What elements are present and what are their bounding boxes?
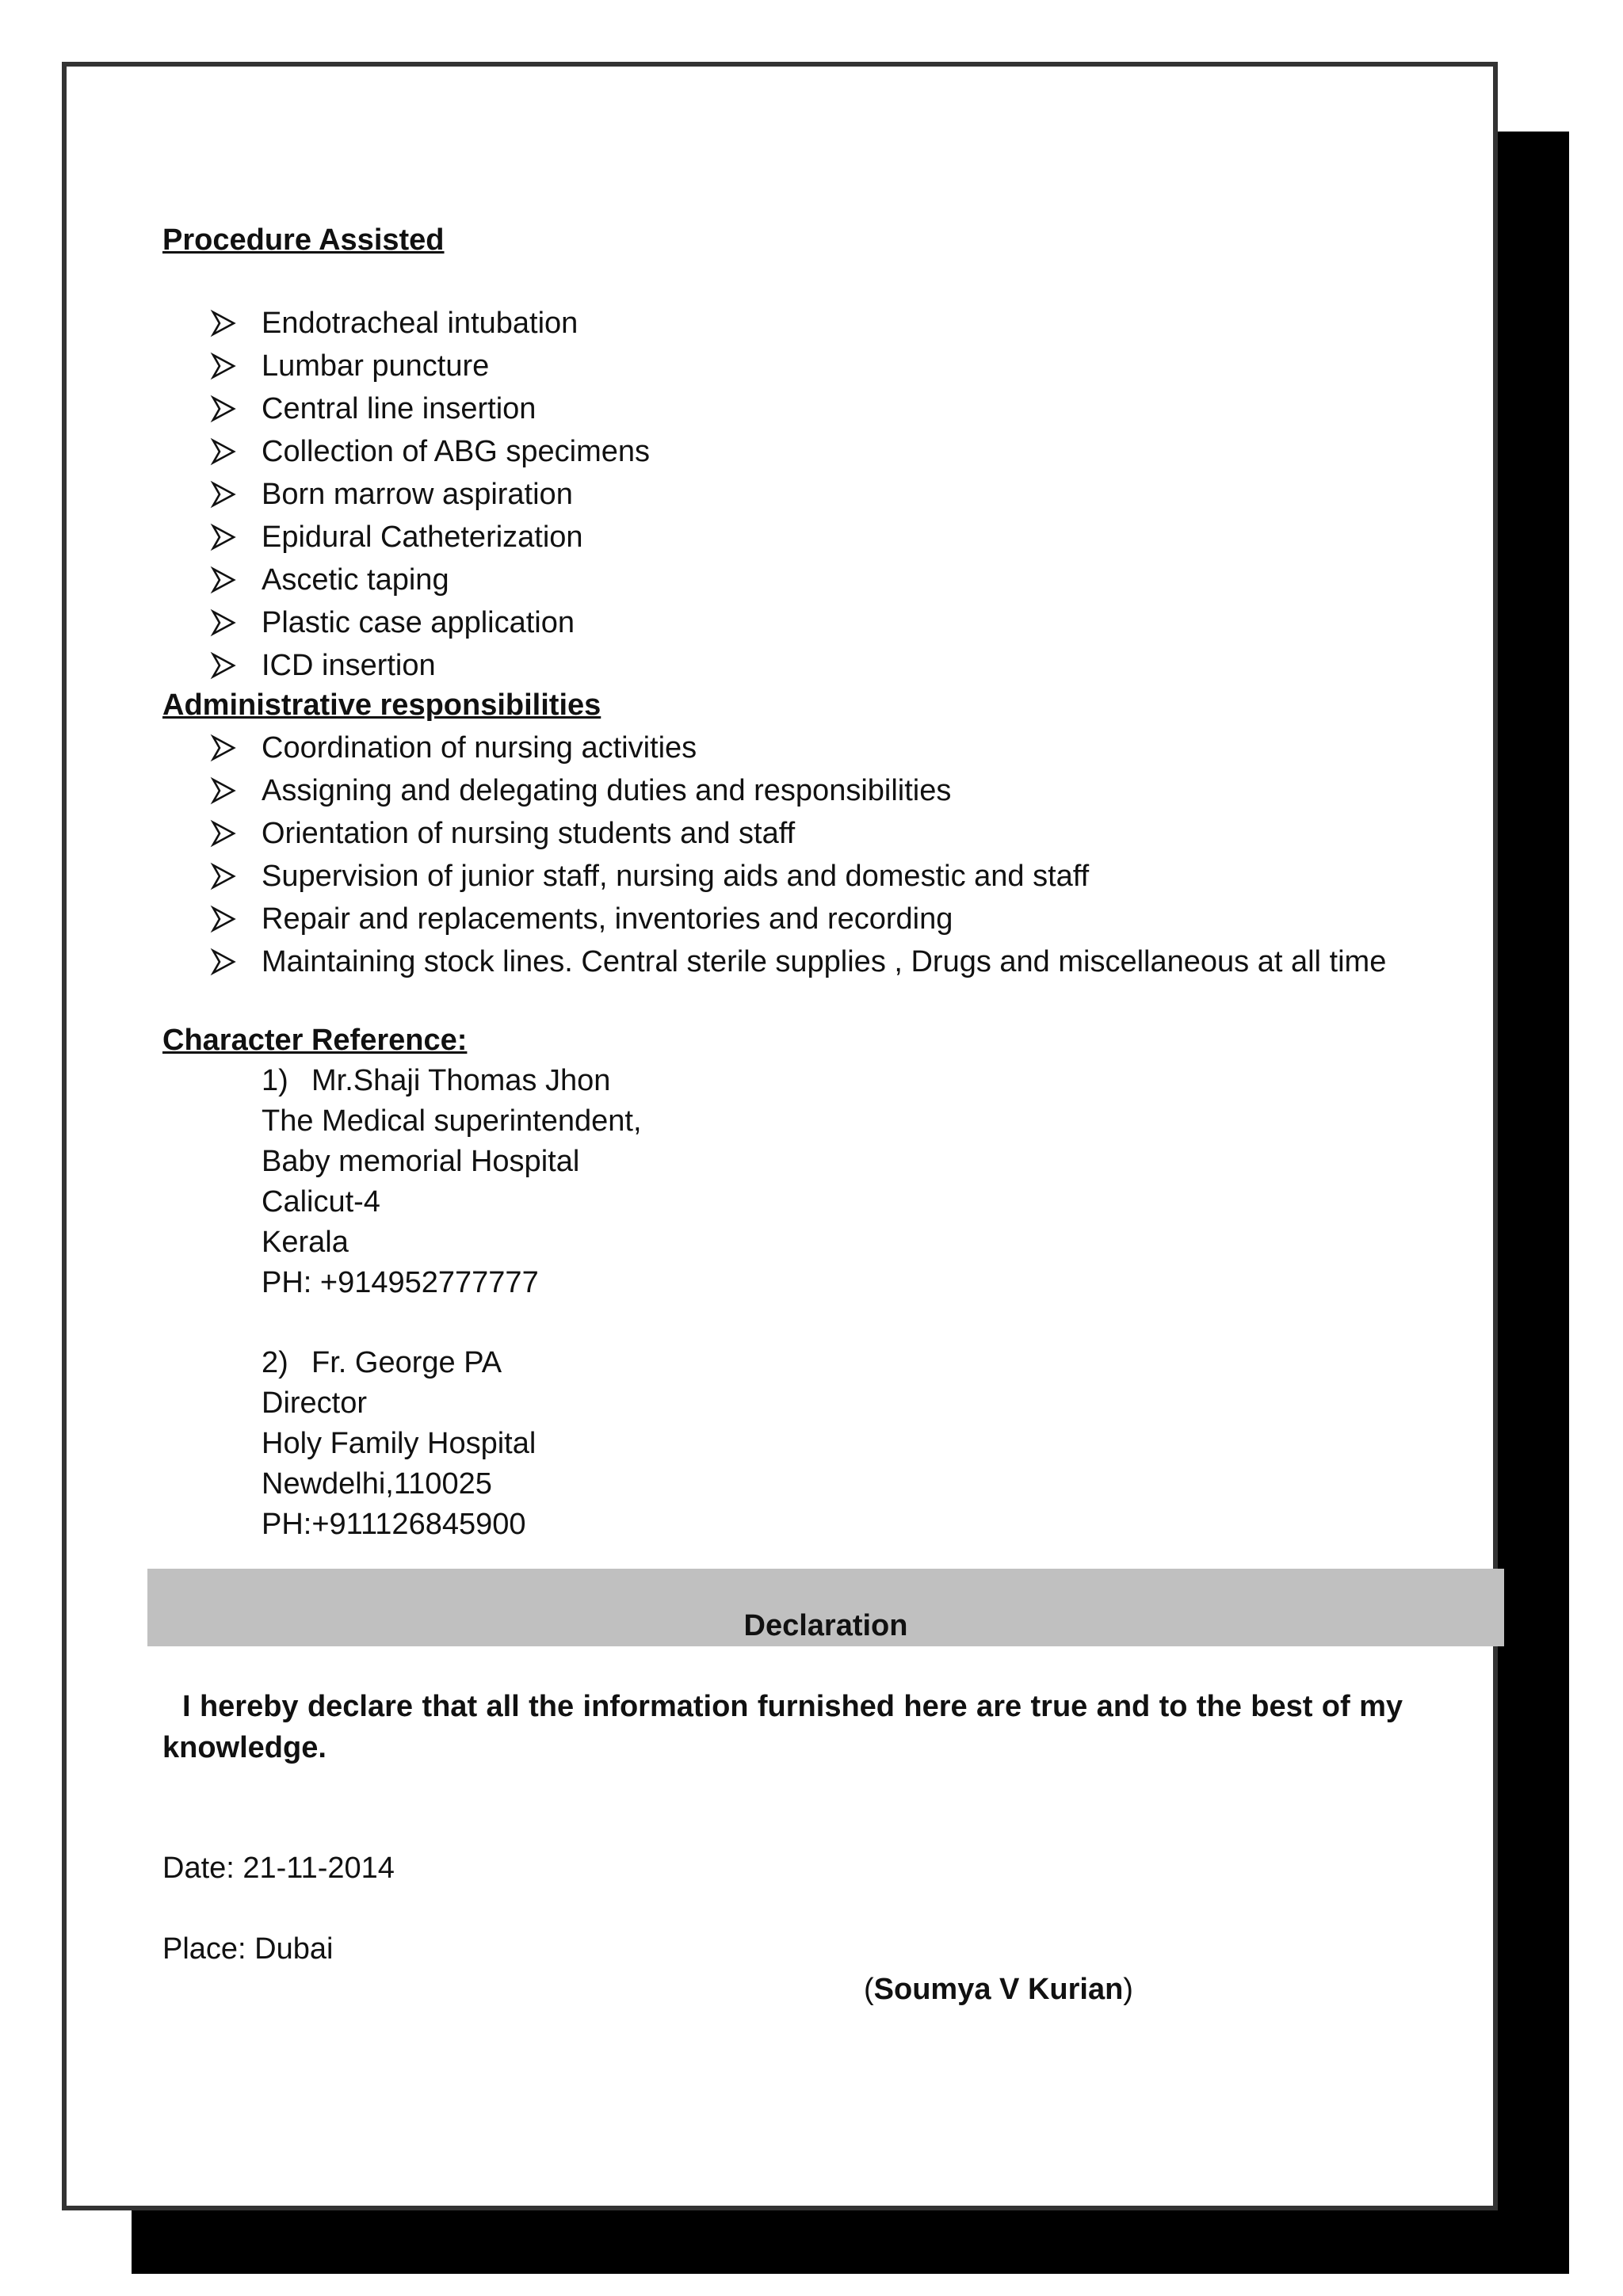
arrow-right-bullet-icon [210,387,237,430]
arrow-right-bullet-icon [210,430,237,473]
procedure-item [210,302,650,345]
procedure-item-label: Plastic case application [262,606,575,639]
arrow-right-bullet-icon [210,940,237,983]
arrow-right-bullet-icon [210,769,237,812]
administrative-item [210,727,1386,769]
reference-2 [262,1343,536,1545]
arrow-right-bullet-icon [210,855,237,898]
arrow-right-bullet-icon [210,559,237,601]
reference-1-line: The Medical superintendent, [262,1104,642,1138]
signature-open-paren: ( [864,1973,874,2006]
administrative-item-label: Maintaining stock lines. Central sterile supplies , Drugs and miscellaneous at all time [262,945,1387,978]
arrow-right-bullet-icon [210,473,237,516]
procedure-item-label: Endotracheal intubation [262,307,579,340]
reference-1 [262,1061,642,1303]
reference-1-line: Calicut-4 [262,1185,380,1219]
administrative-item-label: Repair and replacements, inventories and recording [262,902,953,936]
arrow-right-bullet-icon [210,898,237,940]
signature-name: Soumya V Kurian [873,1973,1124,2006]
reference-2-name: Fr. George PA [311,1346,502,1379]
reference-1-number: 1) [262,1064,288,1097]
reference-2-line: Director [262,1386,368,1420]
administrative-list [210,727,1386,983]
administrative-item [210,769,1386,812]
reference-2-name-line [262,1343,536,1383]
procedure-item-label: Epidural Catheterization [262,521,583,554]
procedure-item-label: Born marrow aspiration [262,478,573,511]
administrative-item [210,812,1386,855]
reference-1-phone: PH: +914952777777 [262,1266,539,1299]
character-reference-heading: Character Reference: [162,1024,468,1057]
administrative-item [210,855,1386,898]
reference-2-line: Newdelhi,110025 [262,1467,492,1501]
administrative-item [210,898,1386,940]
procedure-list [210,302,650,687]
declaration-bar [147,1569,1504,1646]
administrative-item-label: Assigning and delegating duties and responsibilities [262,774,952,807]
arrow-right-bullet-icon [210,812,237,855]
procedure-item-label: Lumbar puncture [262,349,490,383]
arrow-right-bullet-icon [210,345,237,387]
procedure-assisted-heading: Procedure Assisted [162,223,445,257]
signature [864,1969,1133,2010]
declaration-title: Declaration [743,1609,908,1642]
arrow-right-bullet-icon [210,302,237,345]
arrow-right-bullet-icon [210,601,237,644]
procedure-item [210,473,650,516]
declaration-text: I hereby declare that all the information furnished here are true and to the best of my knowledge. [162,1690,1403,1764]
page-shadow-right [1498,132,1569,2274]
procedure-item-label: Collection of ABG specimens [262,435,651,468]
procedure-item [210,601,650,644]
administrative-item-label: Coordination of nursing activities [262,731,697,765]
reference-1-line: Baby memorial Hospital [262,1145,580,1178]
administrative-item-label: Supervision of junior staff, nursing aids and domestic and staff [262,860,1090,893]
reference-2-line: Holy Family Hospital [262,1427,537,1460]
declaration-date: Date: 21-11-2014 [162,1852,395,1885]
arrow-right-bullet-icon [210,727,237,769]
procedure-item-label: ICD insertion [262,649,436,682]
procedure-item [210,644,650,687]
reference-1-line: Kerala [262,1226,349,1259]
reference-2-phone: PH:+911126845900 [262,1508,526,1541]
administrative-heading: Administrative responsibilities [162,688,601,722]
procedure-item [210,387,650,430]
page-shadow-bottom [132,2210,1569,2274]
signature-close-paren: ) [1123,1973,1133,2006]
procedure-item [210,345,650,387]
administrative-item-label: Orientation of nursing students and staff [262,817,796,850]
procedure-item [210,559,650,601]
procedure-item [210,516,650,559]
arrow-right-bullet-icon [210,516,237,559]
procedure-item-label: Ascetic taping [262,563,449,597]
arrow-right-bullet-icon [210,644,237,687]
reference-2-number: 2) [262,1346,288,1379]
declaration-place: Place: Dubai [162,1932,334,1966]
administrative-item [210,940,1386,983]
reference-1-name-line [262,1061,642,1101]
reference-1-name: Mr.Shaji Thomas Jhon [311,1064,611,1097]
procedure-item [210,430,650,473]
procedure-item-label: Central line insertion [262,392,537,425]
